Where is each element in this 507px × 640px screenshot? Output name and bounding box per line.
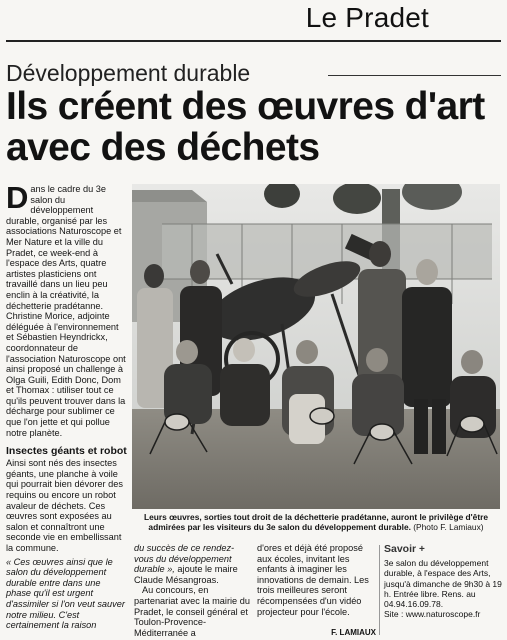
header-rule bbox=[6, 40, 501, 42]
article-column-2 bbox=[134, 543, 250, 638]
intro-paragraph bbox=[6, 180, 128, 311]
article-photo bbox=[132, 184, 500, 509]
article-column-3 bbox=[257, 543, 375, 617]
caption-text: Leurs œuvres, sorties tout droit de la déchetterie pradétanne, auront le privilège d'être admirées par les visiteurs du 3e salon du développement durable. bbox=[143, 512, 489, 532]
subhead: Insectes géants et robot bbox=[6, 445, 127, 458]
kicker-rule bbox=[328, 75, 501, 76]
infobox-title bbox=[384, 543, 502, 555]
quote-paragraph: « Ces œuvres ainsi que le salon du développement durable entre dans une phase qu'il est urgent d'assimiler si l'on veut sauver notre milieu. C'est certainement la raison bbox=[6, 556, 125, 631]
intro-text: ans le cadre du 3e salon du développement durable, organisé par les associations Naturoscope et Mer Nature et la ville du Pradet, ce week-end à l'espace des Arts, quatre artistes plasticiens ont travaillé dans un lieu peu enclin à la créativité, la déchetterie pradétanne. bbox=[6, 184, 122, 311]
headline: Ils créent des œuvres d'art avec des déchets bbox=[6, 85, 485, 169]
paragraph-2: Christine Morice, adjointe déléguée à l'environnement et Sébastien Heyndrickx, coordonnateur de l'association Naturoscope ont ainsi proposé un challenge à Olga Guili, Edith Donc, Dom et Thomax : utiliser tout ce qu'ils peuvent trouver dans la décharge pour sublimer ce que l'on jette et qui pollue notre planète. bbox=[6, 311, 126, 438]
infobox-divider bbox=[379, 545, 380, 635]
byline: F. LAMIAUX bbox=[331, 628, 376, 637]
infobox-text: 3e salon du développement durable, à l'espace des Arts, jusqu'à dimanche de 9h30 à 19 h. Entrée libre. Rens. au 04.94.16.09.78. bbox=[384, 558, 502, 610]
infobox-title-text: Savoir bbox=[384, 543, 417, 555]
kicker: Développement durable bbox=[6, 60, 251, 86]
infobox-url: Site : www.naturoscope.fr bbox=[384, 609, 481, 620]
paragraph-3: Ainsi sont nés des insectes géants, une planche à voile qui pourrait bien dévorer des requins ou encore un robot avaleur de déchets. Ces œuvres sont exposées au salon et connaîtront une seconde vie en embellissant la commune. bbox=[6, 458, 123, 553]
photo-credit: (Photo F. Lamiaux) bbox=[413, 522, 484, 532]
infobox bbox=[384, 543, 502, 620]
article-column-1 bbox=[6, 180, 128, 631]
infobox-plus: + bbox=[419, 544, 425, 555]
column-2-text: ajoute le maire Claude Mésangroas. bbox=[134, 564, 238, 585]
column-2-paragraph-2: Au concours, en partenariat avec la mairie du Pradet, le conseil général et Toulon-Provence-Méditerranée a bbox=[134, 585, 250, 638]
column-2-quote: du succès de ce rendez-vous du développement durable », bbox=[134, 543, 235, 575]
column-2-paragraph-1 bbox=[134, 543, 250, 585]
section-name: Le Pradet bbox=[305, 2, 429, 33]
column-3-paragraph: d'ores et déjà été proposé aux écoles, invitant les enfants à imaginer les innovations de demain. Les trois meilleures seront récompensées d'un vidéo projecteur pour l'école. bbox=[257, 543, 369, 617]
photo-caption bbox=[132, 512, 500, 532]
dropcap: D bbox=[6, 180, 29, 215]
